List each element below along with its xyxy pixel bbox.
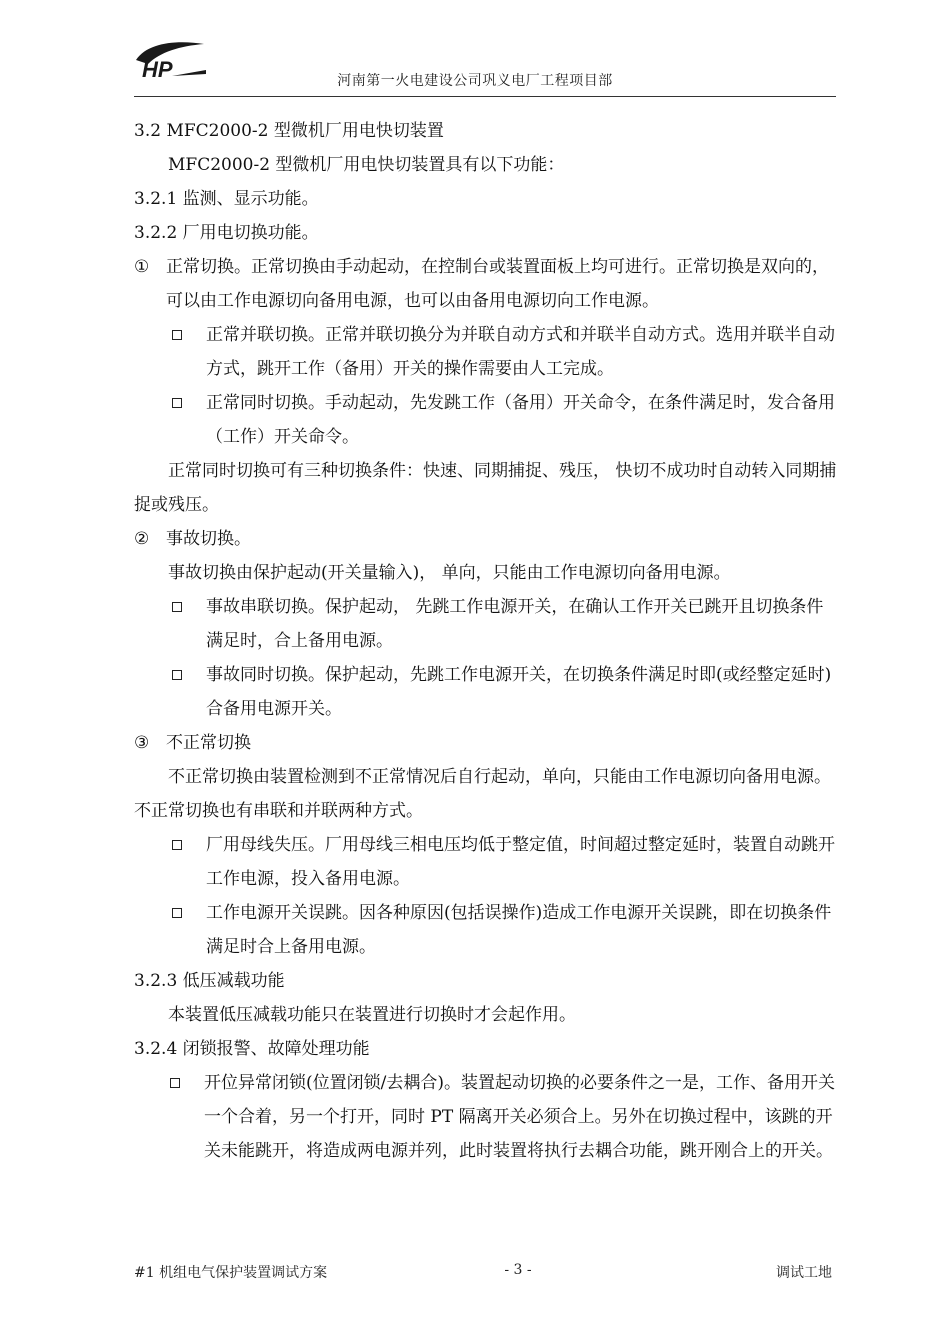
square-bullet-icon <box>172 398 182 408</box>
bullet-text: 正常并联切换。正常并联切换分为并联自动方式和并联半自动方式。选用并联半自动方式，跳开工作（备用）开关的操作需要由人工完成。 <box>206 325 835 379</box>
item-number: ③ <box>134 733 150 753</box>
square-bullet-icon <box>172 840 182 850</box>
numbered-item-2 <box>134 522 838 556</box>
square-bullet-icon <box>172 330 182 340</box>
document-body <box>134 114 838 1168</box>
item-text: 不正常切换 <box>166 733 251 753</box>
item-number: ① <box>134 257 150 277</box>
section-heading-3-2-1: 3.2.1 监测、显示功能。 <box>134 189 319 209</box>
bullet-item <box>134 828 838 896</box>
square-bullet-icon <box>170 1078 180 1088</box>
paragraph-load-shedding: 本装置低压减载功能只在装置进行切换时才会起作用。 <box>168 1005 576 1025</box>
square-bullet-icon <box>172 670 182 680</box>
bullet-text: 正常同时切换。手动起动，先发跳工作（备用）开关命令，在条件满足时，发合备用（工作）开关命令。 <box>206 393 835 447</box>
square-bullet-icon <box>172 908 182 918</box>
bullet-text: 事故同时切换。保护起动，先跳工作电源开关，在切换条件满足时即(或经整定延时)合备用电源开关。 <box>206 665 832 719</box>
item-number: ② <box>134 529 150 549</box>
section-heading-3-2-4: 3.2.4 闭锁报警、故障处理功能 <box>134 1039 370 1059</box>
bullet-text: 工作电源开关误跳。因各种原因(包括误操作)造成工作电源开关误跳，即在切换条件满足时合上备用电源。 <box>206 903 832 957</box>
header-title: 河南第一火电建设公司巩义电厂工程项目部 <box>337 73 613 89</box>
footer-page-number: - 3 - <box>504 1262 532 1278</box>
item-text: 正常切换。正常切换由手动起动，在控制台或装置面板上均可进行。正常切换是双向的，可以由工作电源切向备用电源，也可以由备用电源切向工作电源。 <box>166 257 829 311</box>
intro-paragraph: MFC2000-2 型微机厂用电快切装置具有以下功能： <box>168 155 565 175</box>
section-heading-3-2-3: 3.2.3 低压减载功能 <box>134 971 285 991</box>
footer-site: 调试工地 <box>776 1265 832 1281</box>
bullet-item <box>134 590 838 658</box>
numbered-item-1 <box>134 250 838 318</box>
footer-document-title: #1 机组电气保护装置调试方案 <box>134 1265 328 1281</box>
svg-text:HP: HP <box>142 57 173 80</box>
paragraph-accident-switch: 事故切换由保护起动(开关量输入)， 单向，只能由工作电源切向备用电源。 <box>168 563 731 583</box>
paragraph-switch-conditions: 正常同时切换可有三种切换条件：快速、同期捕捉、残压， 快切不成功时自动转入同期捕捉或残压。 <box>134 461 837 515</box>
bullet-item <box>134 1066 838 1168</box>
square-bullet-icon <box>172 602 182 612</box>
bullet-item <box>134 318 838 386</box>
section-heading-3-2: 3.2 MFC2000-2 型微机厂用电快切装置 <box>134 121 444 141</box>
bullet-text: 厂用母线失压。厂用母线三相电压均低于整定值，时间超过整定延时，装置自动跳开工作电源，投入备用电源。 <box>206 835 835 889</box>
section-heading-3-2-2: 3.2.2 厂用电切换功能。 <box>134 223 319 243</box>
bullet-item <box>134 386 838 454</box>
item-text: 事故切换。 <box>166 529 251 549</box>
bullet-text: 事故串联切换。保护起动， 先跳工作电源开关，在确认工作开关已跳开且切换条件满足时，合上备用电源。 <box>206 597 824 651</box>
numbered-item-3 <box>134 726 838 760</box>
paragraph-abnormal-switch: 不正常切换由装置检测到不正常情况后自行起动，单向，只能由工作电源切向备用电源。不正常切换也有串联和并联两种方式。 <box>134 767 831 821</box>
bullet-text: 开位异常闭锁(位置闭锁/去耦合)。装置起动切换的必要条件之一是，工作、备用开关一个合着，另一个打开，同时 PT 隔离开关必须合上。另外在切换过程中，该跳的开关未能跳开，将造成两电源并列，此时装置将执行去耦合功能，跳开刚合上的开关。 <box>204 1073 835 1161</box>
bullet-item <box>134 658 838 726</box>
bullet-item <box>134 896 838 964</box>
header-divider <box>134 96 836 97</box>
